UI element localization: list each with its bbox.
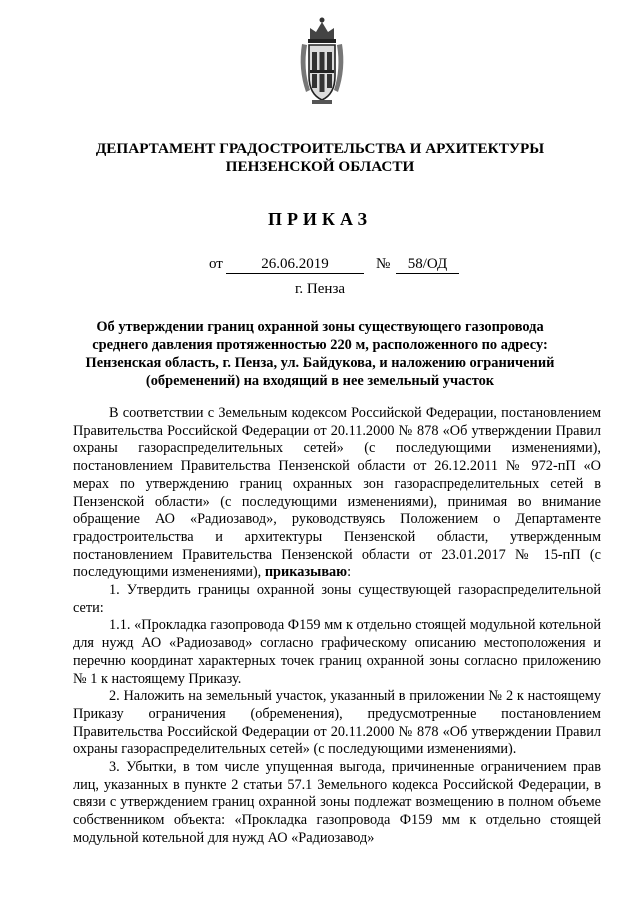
department-name-line2: ПЕНЗЕНСКОЙ ОБЛАСТИ — [225, 158, 415, 175]
decree-word: приказываю — [264, 564, 348, 581]
city: г. Пенза — [294, 281, 346, 297]
order-body — [73, 405, 601, 848]
order-date: 26.06.2019 — [226, 255, 364, 274]
department-name-line1: ДЕПАРТАМЕНТ ГРАДОСТРОИТЕЛЬСТВА И АРХИТЕКТУРЫ — [95, 140, 545, 157]
coat-of-arms-icon — [296, 14, 348, 106]
order-title-line: среднего давления протяженностью 220 м, расположенного по адресу: — [92, 337, 548, 353]
document-type-title: ПРИКАЗ — [267, 209, 373, 229]
date-label: от — [209, 256, 223, 272]
number-label: № — [376, 256, 391, 272]
order-number: 58/ОД — [396, 255, 459, 274]
order-title-line: Пензенская область, г. Пенза, ул. Байдукова, и наложению ограничений — [85, 355, 555, 371]
item-2-paragraph: 2. Наложить на земельный участок, указанный в приложении № 2 к настоящему Приказу ограничения (обременения), предусмотренные постановлением Правительства Российской Федерации от 20.11.2000 № 878 «Об утверждении Правил охраны газораспределительных сетей» (с последующими изменениями). — [73, 688, 601, 758]
preamble-text: В соответствии с Земельным кодексом Российской Федерации, постановлением Правительства Российской Федерации от 20.11.2000 № 878 «Об утверждении Правил охраны газораспределительных сетей» (с последующими изменениями), постановлением Правительства Пензенской области от 26.12.2011 № 972-пП «О мерах по утверждению границ охранных зон газораспределительных сетей в Пензенской области» (с последующими изменениями), принимая во внимание обращение АО «Радиозавод», руководствуясь Положением о Департаменте градостроительства и архитектуры Пензенской области, утвержденным постановлением Правительства Пензенской области от 23.01.2017 № 15-пП (с последующими изменениями), — [73, 405, 601, 581]
item-1-paragraph: 1. Утвердить границы охранной зоны существующей газораспределительной сети: — [73, 582, 601, 616]
item-3-paragraph: 3. Убытки, в том числе упущенная выгода, причиненные ограничением прав лиц, указанных в пункте 2 статьи 57.1 Земельного кодекса Российской Федерации, в связи с утверждением границ охранной зоны подлежат возмещению в полном объеме собственником объекта: «Прокладка газопровода Ф159 мм к отдельно стоящей модульной котельной для нужд АО «Радиозавод» — [73, 759, 601, 846]
order-title-line: (обременений) на входящий в нее земельный участок — [145, 373, 495, 389]
preamble-paragraph: В соответствии с Земельным кодексом Российской Федерации, постановлением Правительства Российской Федерации от 20.11.2000 № 878 «Об утверждении Правил охраны газораспределительных сетей» (с последующими изменениями), постановлением Правительства Пензенской области от 26.12.2011 № 972-пП «О мерах по утверждению границ охранных зон газораспределительных сетей в Пензенской области» (с последующими изменениями), принимая во внимание обращение АО «Радиозавод», руководствуясь Положением о Департаменте градостроительства и архитектуры Пензенской области, утвержденным постановлением Правительства Пензенской области от 23.01.2017 № 15-пП (с последующими изменениями), приказываю: — [73, 405, 601, 581]
order-title-line: Об утверждении границ охранной зоны существующего газопровода — [96, 319, 544, 335]
item-1-1-paragraph: 1.1. «Прокладка газопровода Ф159 мм к отдельно стоящей модульной котельной для нужд АО «Радиозавод» согласно графическому описанию местоположения и перечню координат характерных точек границ охранной зоны согласно приложению № 1 к настоящему Приказу. — [73, 617, 601, 687]
